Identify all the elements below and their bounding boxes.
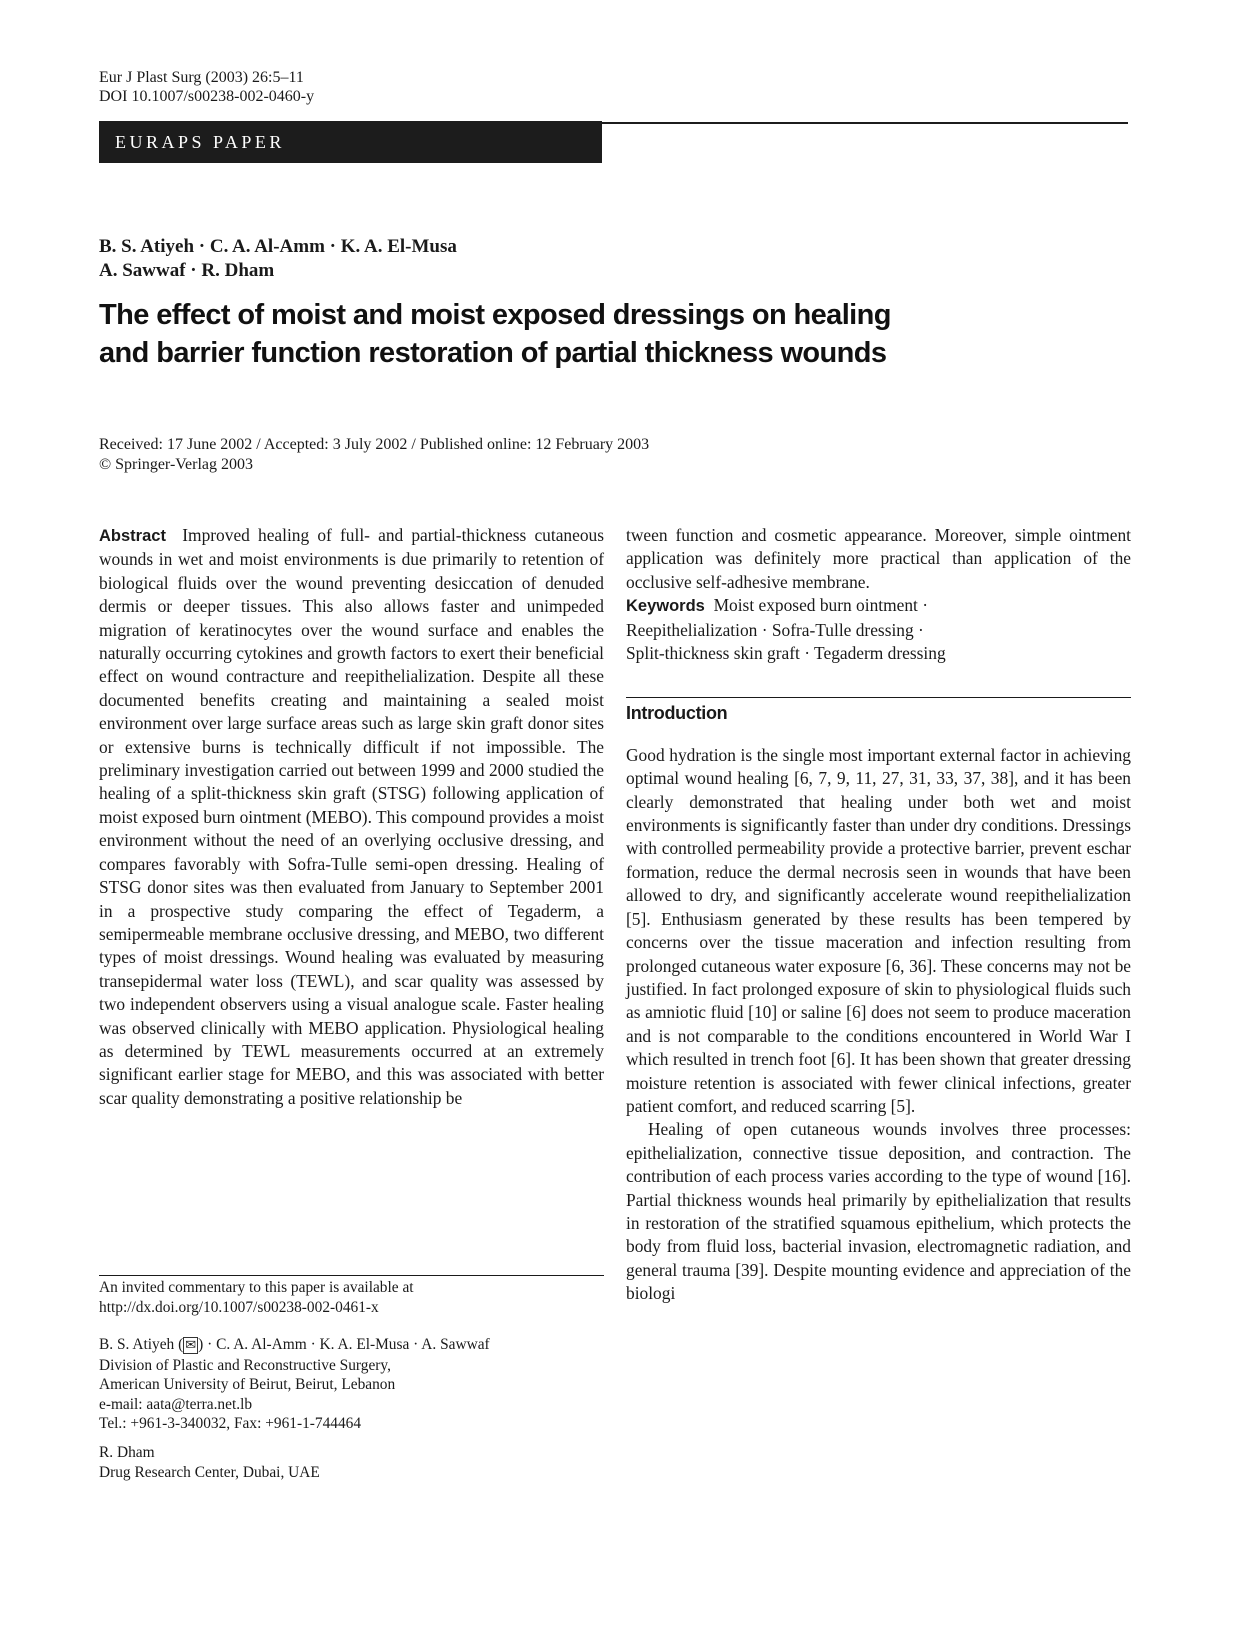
journal-citation: Eur J Plast Surg (2003) 26:5–11 <box>99 69 304 86</box>
journal-doi: DOI 10.1007/s00238-002-0460-y <box>99 88 315 105</box>
correspondence-block <box>99 1335 604 1434</box>
corr-name-2: ) · C. A. Al-Amm · K. A. El-Musa · A. Sawwaf <box>198 1336 490 1353</box>
abstract <box>99 524 604 1110</box>
intro-paragraph-2: Healing of open cutaneous wounds involves three processes: epithelialization, connective tissue deposition, and contraction. The contribution of each process varies according to the type of wound [16]. Partial thickness wounds heal primarily by epithelialization that results in restoration of the stratified squamous epithelium, which protects the body from fluid loss, bacterial invasion, electromagnetic radiation, and general trauma [39]. Despite mounting evidence and appreciation of the biologi <box>626 1119 1131 1304</box>
author-line-1: B. S. Atiyeh · C. A. Al-Amm · K. A. El-Musa <box>99 236 457 257</box>
affiliation-line-1: Division of Plastic and Reconstructive Surgery, <box>99 1356 391 1374</box>
author-dham: R. Dham <box>99 1444 155 1461</box>
journal-header <box>99 68 314 106</box>
abstract-text: Improved healing of full- and partial-thickness cutaneous wounds in wet and moist environments is due primarily to retention of biological fluids over the wound preventing desiccation of denuded dermis or deeper tissues. This also allows faster and unimpeded migration of keratinocytes over the wound surface and enables the naturally occurring cytokines and growth factors to exert their beneficial effect on wound contracture and reepithelialization. Despite all these documented benefits creating and maintaining a sealed moist environment over large surface areas such as large skin graft donor sites or extensive burns is technically difficult if not impossible. The preliminary investigation carried out between 1999 and 2000 studied the healing of a split-thickness skin graft (STSG) following application of moist exposed burn ointment (MEBO). This compound provides a moist environment without the need of an overlying occlusive dressing, and compares favorably with Sofra-Tulle semi-open dressing. Healing of STSG donor sites was then evaluated from January to September 2001 in a prospective study comparing the effect of Tegaderm, a semipermeable membrane occlusive dressing, and MEBO, two different types of moist dressings. Wound healing was evaluated by measuring transepidermal water loss (TEWL), and scar quality was assessed by two independent observers using a visual analogue scale. Faster healing was observed clinically with MEBO application. Physiological healing as determined by TEWL measurements occurred at an extremely significant earlier stage for MEBO, and this was associated with better scar quality demonstrating a positive relationship be <box>99 525 604 1108</box>
corresponding-authors <box>99 1335 604 1356</box>
second-affiliation <box>99 1443 604 1482</box>
right-column <box>626 524 1131 1306</box>
section-rule <box>626 697 1131 698</box>
section-banner: EURAPS PAPER <box>99 121 602 163</box>
keywords <box>626 594 1131 665</box>
keyword-line-3: Split-thickness skin graft · Tegaderm dressing <box>626 643 946 664</box>
title-line-1: The effect of moist and moist exposed dressings on healing <box>99 299 891 331</box>
envelope-icon: ✉ <box>185 1338 197 1353</box>
intro-paragraph-1: Good hydration is the single most important external factor in achieving optimal wound healing [6, 7, 9, 11, 27, 31, 33, 37, 38], and it has been clearly demonstrated that healing under both wet and moist environments is significantly faster than under dry conditions. Dressings with controlled permeability provide a protective barrier, prevent eschar formation, reduce the dermal necrosis seen in wounds that have been allowed to dry, and significantly accelerate wound reepithelialization [5]. Enthusiasm generated by these results has been tempered by concerns over the tissue maceration and infection resulting from prolonged cutaneous water exposure [6, 36]. These concerns may not be justified. In fact prolonged exposure of skin to physiological fluids such as amniotic fluid [10] or saline [6] does not seem to produce maceration and is not comparable to the conditions encountered in World War I which resulted in trench foot [6]. It has been shown that greater dressing moisture retention is associated with fewer clinical infections, greater patient comfort, and reduced scarring [5]. <box>626 744 1131 1116</box>
commentary-note <box>99 1278 604 1317</box>
affiliation-line-2: American University of Beirut, Beirut, Lebanon <box>99 1376 396 1394</box>
keyword-line-1: Moist exposed burn ointment · <box>713 595 929 616</box>
banner-rule <box>602 122 1128 124</box>
left-column <box>99 524 604 1110</box>
paper-title <box>99 296 1139 372</box>
phone-fax: Tel.: +961-3-340032, Fax: +961-1-744464 <box>99 1415 362 1433</box>
affiliation-line-3: Drug Research Center, Dubai, UAE <box>99 1463 320 1481</box>
keywords-label: Keywords <box>626 597 705 616</box>
abstract-label: Abstract <box>99 527 166 545</box>
keyword-line-2: Reepithelialization · Sofra-Tulle dressing · <box>626 619 924 640</box>
commentary-link[interactable]: http://dx.doi.org/10.1007/s00238-002-0461-x <box>99 1298 379 1316</box>
abstract-continuation: tween function and cosmetic appearance. Moreover, simple ointment application was definitely more practical than application of the occlusive self-adhesive membrane. <box>626 525 1131 592</box>
email[interactable]: e-mail: aata@terra.net.lb <box>99 1395 253 1413</box>
publication-dates <box>99 435 649 475</box>
title-line-2: and barrier function restoration of partial thickness wounds <box>99 337 887 369</box>
section-heading-introduction: Introduction <box>626 703 728 724</box>
received-dates: Received: 17 June 2002 / Accepted: 3 July 2002 / Published online: 12 February 2003 <box>99 436 650 453</box>
corr-name-1: B. S. Atiyeh ( <box>99 1336 184 1353</box>
copyright: © Springer-Verlag 2003 <box>99 456 254 473</box>
footnote-rule <box>99 1275 604 1276</box>
author-list <box>99 235 457 283</box>
commentary-line-1: An invited commentary to this paper is available at <box>99 1279 414 1296</box>
author-line-2: A. Sawwaf · R. Dham <box>99 260 275 281</box>
